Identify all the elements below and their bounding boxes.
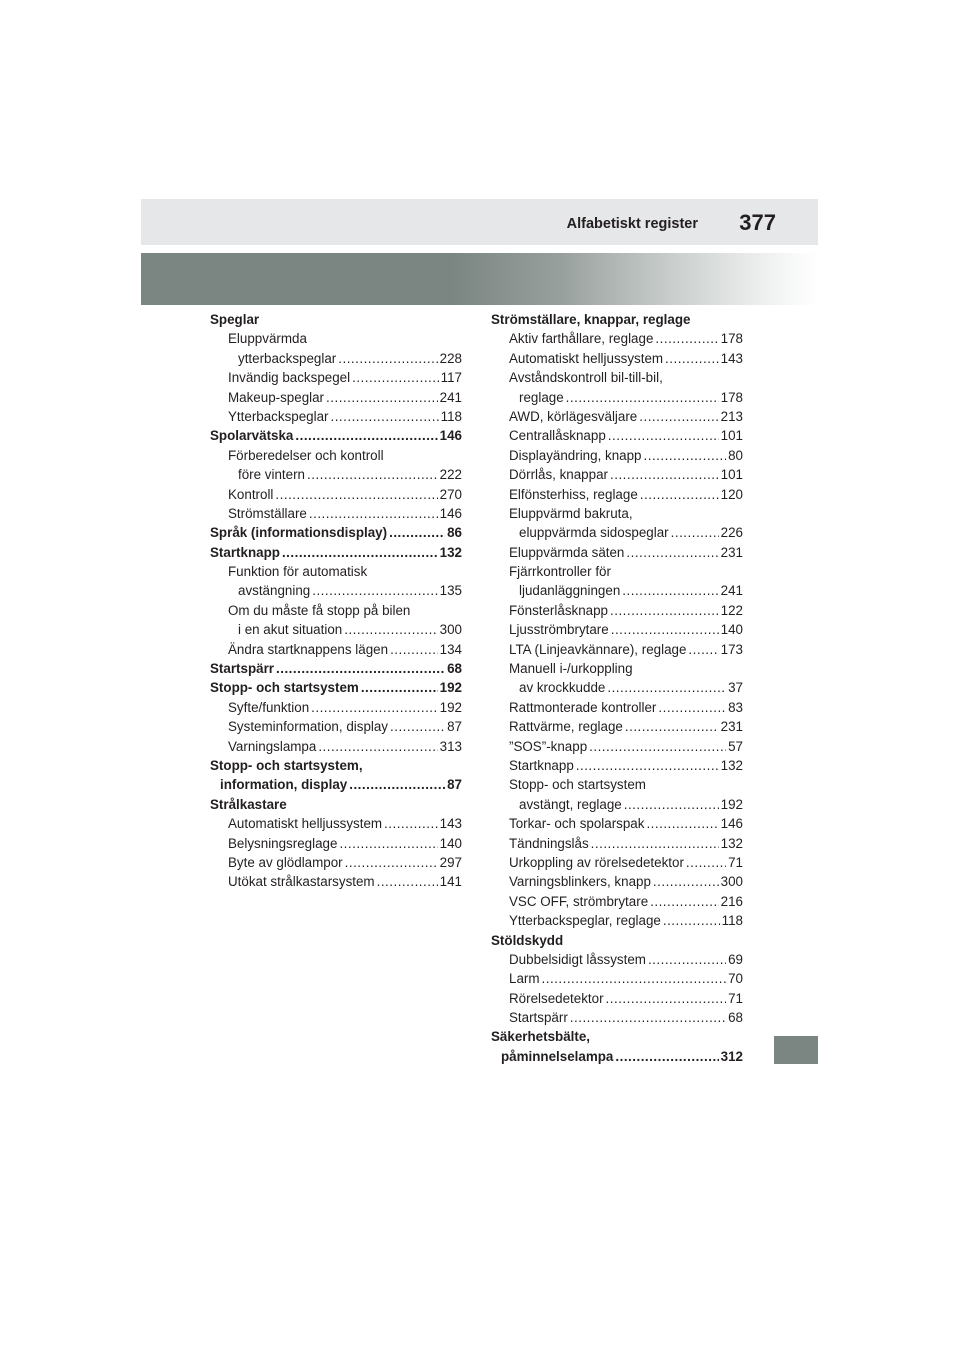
index-entry-text: Startspärr [509,1010,568,1026]
index-entry-text: Systeminformation, display [228,719,389,735]
index-entry-text: ”SOS”-knapp [509,738,588,754]
dot-leader [640,485,719,504]
index-entry-text: före vintern [238,467,305,483]
index-entry-text: Urkoppling av rörelsedetektor [509,854,684,870]
dot-leader [646,814,718,833]
index-entry-text: Fjärrkontroller för [509,564,611,580]
index-entry [491,581,743,600]
index-entry-text: Fönsterlåsknapp [509,602,608,618]
dot-leader [610,601,719,620]
index-entry-text: Invändig backspegel [228,370,351,386]
index-entry-page: 120 [720,486,743,502]
index-entry-page: 300 [439,622,462,638]
index-entry-text: Eluppvärmda säten [509,544,625,560]
index-entry [491,1047,743,1066]
index-entry [491,329,743,348]
index-entry-text: Makeup-speglar [228,389,325,405]
dot-leader [349,775,445,794]
index-entry-text: Belysningsreglage [228,835,338,851]
dot-leader [606,989,727,1008]
index-entry-text: Förberedelser och kontroll [228,447,384,463]
index-entry-text: Säkerhetsbälte, [491,1029,590,1045]
index-entry-page: 132 [439,544,462,560]
index-entry [491,426,743,445]
index-entry-text: Larm [509,971,540,987]
dot-leader [311,698,438,717]
index-entry-page: 101 [720,428,743,444]
index-entry [491,543,743,562]
index-entry-page: 57 [728,738,743,754]
index-entry [491,775,743,794]
dot-leader [361,678,438,697]
index-entry [491,620,743,639]
index-entry [210,388,462,407]
dot-leader [665,349,719,368]
dot-leader [653,872,719,891]
index-entry-page: 141 [439,874,462,890]
index-entry-page: 297 [439,854,462,870]
index-entry [210,698,462,717]
index-entry [491,310,743,329]
index-entry [210,834,462,853]
index-entry-page: 192 [720,796,743,812]
index-entry-page: 312 [720,1048,743,1064]
index-entry-page: 146 [720,816,743,832]
index-entry-page: 140 [439,835,462,851]
index-entry-page: 86 [447,525,462,541]
index-entry-page: 216 [720,893,743,909]
index-entry-text: Strålkastare [210,796,287,812]
index-entry-text: VSC OFF, strömbrytare [509,893,649,909]
index-entry [210,814,462,833]
dot-leader [390,717,445,736]
dot-leader [352,368,439,387]
index-entry-text: Ändra startknappens lägen [228,641,389,657]
index-entry [210,329,462,348]
index-entry-page: 117 [440,370,462,386]
index-entry [491,504,743,523]
dot-leader [639,407,718,426]
dot-leader [338,349,437,368]
index-entry [491,911,743,930]
index-entry-text: information, display [220,777,348,793]
index-entry-page: 87 [447,777,462,793]
dot-leader [390,640,438,659]
index-entry-text: i en akut situation [238,622,343,638]
index-entry-page: 118 [440,408,462,424]
index-entry-page: 132 [720,757,743,773]
index-entry-text: Avståndskontroll bil-till-bil, [509,370,663,386]
index-entry-text: Torkar- och spolarspak [509,816,645,832]
index-entry-text: Strömställare, knappar, reglage [491,312,691,327]
dot-leader [607,678,726,697]
dot-leader [591,834,719,853]
dot-leader [589,737,726,756]
index-entry [491,717,743,736]
index-entry-page: 270 [439,486,462,502]
index-entry-page: 231 [720,544,743,560]
index-entry [210,717,462,736]
index-entry-text: Ljusströmbrytare [509,622,609,638]
page-number: 377 [739,210,776,235]
index-entry-text: Aktiv farthållare, reglage [509,331,654,347]
index-entry-text: Utökat strålkastarsystem [228,874,375,890]
index-entry-text: Dubbelsidigt låssystem [509,951,646,967]
page-header [141,199,818,245]
dot-leader [312,581,437,600]
dot-leader [307,465,438,484]
index-entry-text: Startknapp [210,544,280,560]
index-entry-page: 68 [447,661,462,677]
index-entry [491,814,743,833]
index-entry-page: 146 [439,428,462,444]
index-entry [210,601,462,620]
index-entry-page: 71 [728,854,743,870]
index-entry [210,543,462,562]
dot-leader [644,446,727,465]
dot-leader [276,659,445,678]
index-entry-text: Speglar [210,312,260,327]
index-entry-page: 68 [728,1010,743,1026]
index-entry-page: 134 [439,641,462,657]
index-entry [210,465,462,484]
index-entry [210,504,462,523]
index-entry-page: 143 [439,816,462,832]
index-entry-text: Varningsblinkers, knapp [509,874,651,890]
index-entry [491,523,743,542]
dot-leader [282,543,438,562]
dot-leader [611,620,719,639]
index-entry [491,834,743,853]
index-entry [210,756,462,775]
index-entry-text: Tändningslås [509,835,589,851]
index-entry-text: Manuell i-/urkoppling [509,661,633,677]
index-entry [210,407,462,426]
index-entry-page: 222 [439,467,462,483]
index-entry-text: Strömställare [228,505,307,521]
index-entry-page: 70 [728,971,743,987]
index-entry [210,853,462,872]
index-entry-text: Centrallåsknapp [509,428,606,444]
index-entry-text: LTA (Linjeavkännare), reglage [509,641,687,657]
index-entry [491,388,743,407]
index-entry [210,349,462,368]
index-entry [491,872,743,891]
dot-leader [658,698,726,717]
index-entry [210,562,462,581]
section-title: Alfabetiskt register [566,216,698,232]
index-entry-page: 300 [720,874,743,890]
index-entry [491,465,743,484]
index-entry [210,620,462,639]
index-entry [210,581,462,600]
index-entry-page: 37 [728,680,743,696]
index-entry-text: Rattmonterade kontroller [509,699,657,715]
index-entry-page: 87 [447,719,462,735]
index-entry-page: 83 [728,699,743,715]
index-entry [210,485,462,504]
index-entry-text: ytterbackspeglar [238,350,337,366]
index-entry [491,698,743,717]
index-entry-page: 241 [720,583,743,599]
index-entry-text: Startknapp [509,757,574,773]
index-entry-page: 122 [720,602,743,618]
dot-leader [309,504,438,523]
index-entry-page: 80 [728,447,743,463]
index-entry [210,795,462,814]
index-entry [491,601,743,620]
index-entry-text: AWD, körlägesväljare [509,408,638,424]
dot-leader [688,640,718,659]
index-entry-page: 101 [720,467,743,483]
index-entry-page: 192 [439,699,462,715]
section-banner [141,253,818,305]
index-entry [491,349,743,368]
index-entry-page: 146 [439,505,462,521]
dot-leader [389,523,445,542]
dot-leader [344,620,437,639]
index-entry-page: 178 [720,331,743,347]
index-entry-page: 132 [720,835,743,851]
dot-leader [570,1008,726,1027]
index-entry [491,1008,743,1027]
dot-leader [650,892,719,911]
index-entry [491,853,743,872]
dot-leader [542,969,727,988]
dot-leader [384,814,438,833]
dot-leader [330,407,438,426]
dot-leader [566,388,719,407]
index-entry-page: 226 [720,525,743,541]
index-entry-page: 140 [720,622,743,638]
index-entry [210,523,462,542]
index-entry [491,950,743,969]
dot-leader [326,388,438,407]
index-entry [210,446,462,465]
index-entry-text: Ytterbackspeglar [228,408,329,424]
index-entry-page: 313 [439,738,462,754]
index-entry-text: avstängning [238,583,311,599]
dot-leader [648,950,726,969]
index-entry [491,756,743,775]
index-entry-text: reglage [519,389,564,405]
index-entry [491,678,743,697]
index-entry-text: av krockkudde [519,680,606,696]
index-entry-text: Dörrlås, knappar [509,467,608,483]
index-column-left [210,310,462,892]
dot-leader [339,834,437,853]
dot-leader [275,485,437,504]
index-entry-text: Rattvärme, reglage [509,719,623,735]
index-entry-text: Stopp- och startsystem [210,680,359,696]
dot-leader [608,426,719,445]
dot-leader [625,717,719,736]
index-entry-page: 118 [721,913,743,929]
index-entry [210,310,462,329]
index-entry-text: Stopp- och startsystem [509,777,646,793]
index-entry-text: eluppvärmda sidospeglar [519,525,669,541]
index-entry [491,892,743,911]
dot-leader [318,737,437,756]
index-entry [210,737,462,756]
index-entry-text: Syfte/funktion [228,699,310,715]
index-entry-page: 192 [439,680,462,696]
index-entry [491,446,743,465]
index-entry [491,989,743,1008]
index-entry-text: Stopp- och startsystem, [210,757,363,773]
dot-leader [377,872,438,891]
index-entry [491,795,743,814]
index-entry-text: Funktion för automatisk [228,564,368,580]
index-entry-text: Eluppvärmda [228,331,307,347]
dot-leader [626,543,718,562]
index-column-right [491,310,743,1066]
index-entry [491,659,743,678]
index-entry [491,368,743,387]
index-entry-page: 178 [720,389,743,405]
index-entry-text: Kontroll [228,486,274,502]
index-entry [491,1027,743,1046]
section-tab-marker [774,1036,818,1064]
dot-leader [622,581,718,600]
dot-leader [345,853,438,872]
index-entry-text: Startspärr [210,661,275,677]
index-entry-text: Displayändring, knapp [509,447,642,463]
index-entry-page: 231 [720,719,743,735]
dot-leader [624,795,719,814]
index-entry-text: Eluppvärmd bakruta, [509,505,633,521]
index-entry [491,931,743,950]
index-entry-text: Varningslampa [228,738,317,754]
index-entry-text: Elfönsterhiss, reglage [509,486,638,502]
index-entry-page: 135 [439,583,462,599]
index-entry [210,872,462,891]
dot-leader [295,426,437,445]
index-entry-text: Automatiskt helljussystem [228,816,383,832]
index-entry [491,485,743,504]
dot-leader [663,911,720,930]
dot-leader [576,756,719,775]
index-entry-text: Språk (informationsdisplay) [210,525,388,541]
index-entry [210,659,462,678]
index-entry [210,640,462,659]
dot-leader [610,465,719,484]
index-entry-text: Stöldskydd [491,932,564,948]
index-entry [491,969,743,988]
index-entry-text: ljudanläggningen [519,583,621,599]
index-entry-page: 228 [439,350,462,366]
dot-leader [671,523,719,542]
index-entry [491,562,743,581]
dot-leader [655,329,718,348]
index-entry-text: avstängt, reglage [519,796,622,812]
index-entry [210,426,462,445]
index-entry-text: Byte av glödlampor [228,854,343,870]
index-entry-text: Ytterbackspeglar, reglage [509,913,661,929]
index-entry [491,407,743,426]
index-entry-text: Automatiskt helljussystem [509,350,664,366]
index-entry-page: 241 [439,389,462,405]
index-entry-text: Spolarvätska [210,428,294,444]
index-entry-text: Om du måste få stopp på bilen [228,602,411,618]
index-entry-page: 173 [720,641,743,657]
index-entry-page: 213 [720,408,743,424]
index-entry [210,678,462,697]
index-entry [491,737,743,756]
dot-leader [615,1047,718,1066]
index-entry-page: 143 [720,350,743,366]
index-entry [491,640,743,659]
index-entry-text: Rörelsedetektor [509,990,604,1006]
index-entry-page: 71 [728,990,743,1006]
index-entry [210,368,462,387]
index-entry-text: påminnelselampa [501,1048,614,1064]
index-entry [210,775,462,794]
index-entry-page: 69 [728,951,743,967]
dot-leader [686,853,726,872]
